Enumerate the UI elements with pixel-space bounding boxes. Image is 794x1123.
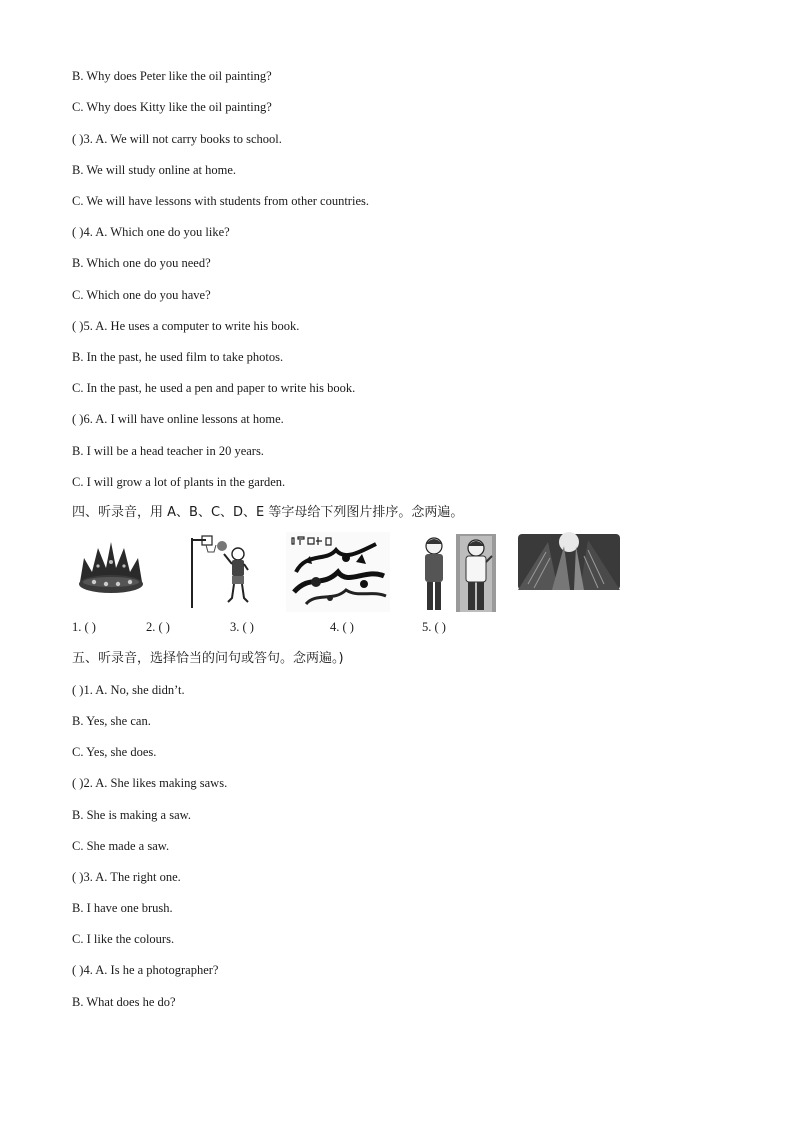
two-boys-image xyxy=(420,532,496,612)
section-heading: 五、听录音，选择恰当的问句或答句。念两遍。) xyxy=(72,651,344,666)
picture-answer-row xyxy=(72,620,492,636)
section-heading: 四、听录音，用 A、B、C、D、E 等字母给下列图片排序。念两遍。 xyxy=(72,505,464,520)
picture-answer-blank[interactable]: 2. ( ) xyxy=(146,620,170,634)
option-line: B. I have one brush. xyxy=(72,901,173,915)
option-line: C. She made a saw. xyxy=(72,839,170,853)
option-line: B. We will study online at home. xyxy=(72,163,237,177)
question-line: ( )6. A. I will have online lessons at home. xyxy=(72,412,284,426)
option-line: B. Yes, she can. xyxy=(72,714,151,728)
picture-answer-blank[interactable]: 3. ( ) xyxy=(230,620,254,634)
option-line: C. We will have lessons with students from other countries. xyxy=(72,194,369,208)
option-line: C. Which one do you have? xyxy=(72,288,211,302)
question-line: ( )5. A. He uses a computer to write his book. xyxy=(72,319,300,333)
chinese-ink-painting-image xyxy=(286,532,390,612)
question-line: ( )3. A. We will not carry books to school. xyxy=(72,132,282,146)
option-line: C. I will grow a lot of plants in the garden. xyxy=(72,475,286,489)
question-line: ( )3. A. The right one. xyxy=(72,870,181,884)
option-line: C. I like the colours. xyxy=(72,932,175,946)
option-line: B. In the past, he used film to take photos. xyxy=(72,350,284,364)
option-line: C. Why does Kitty like the oil painting? xyxy=(72,100,272,114)
picture-answer-blank[interactable]: 5. ( ) xyxy=(422,620,446,634)
option-line: B. Which one do you need? xyxy=(72,256,211,270)
question-line: ( )2. A. She likes making saws. xyxy=(72,776,228,790)
crown-image xyxy=(76,532,146,612)
city-skyscrapers-image xyxy=(518,532,620,612)
option-line: B. She is making a saw. xyxy=(72,808,191,822)
option-line: B. Why does Peter like the oil painting? xyxy=(72,69,272,83)
option-line: C. Yes, she does. xyxy=(72,745,157,759)
question-line: ( )4. A. Is he a photographer? xyxy=(72,963,219,977)
question-line: ( )1. A. No, she didn’t. xyxy=(72,683,185,697)
picture-answer-blank[interactable]: 4. ( ) xyxy=(330,620,354,634)
option-line: C. In the past, he used a pen and paper to write his book. xyxy=(72,381,356,395)
option-line: B. What does he do? xyxy=(72,995,176,1009)
picture-answer-blank[interactable]: 1. ( ) xyxy=(72,620,96,634)
question-line: ( )4. A. Which one do you like? xyxy=(72,225,230,239)
basketball-player-image xyxy=(186,532,258,612)
option-line: B. I will be a head teacher in 20 years. xyxy=(72,444,264,458)
